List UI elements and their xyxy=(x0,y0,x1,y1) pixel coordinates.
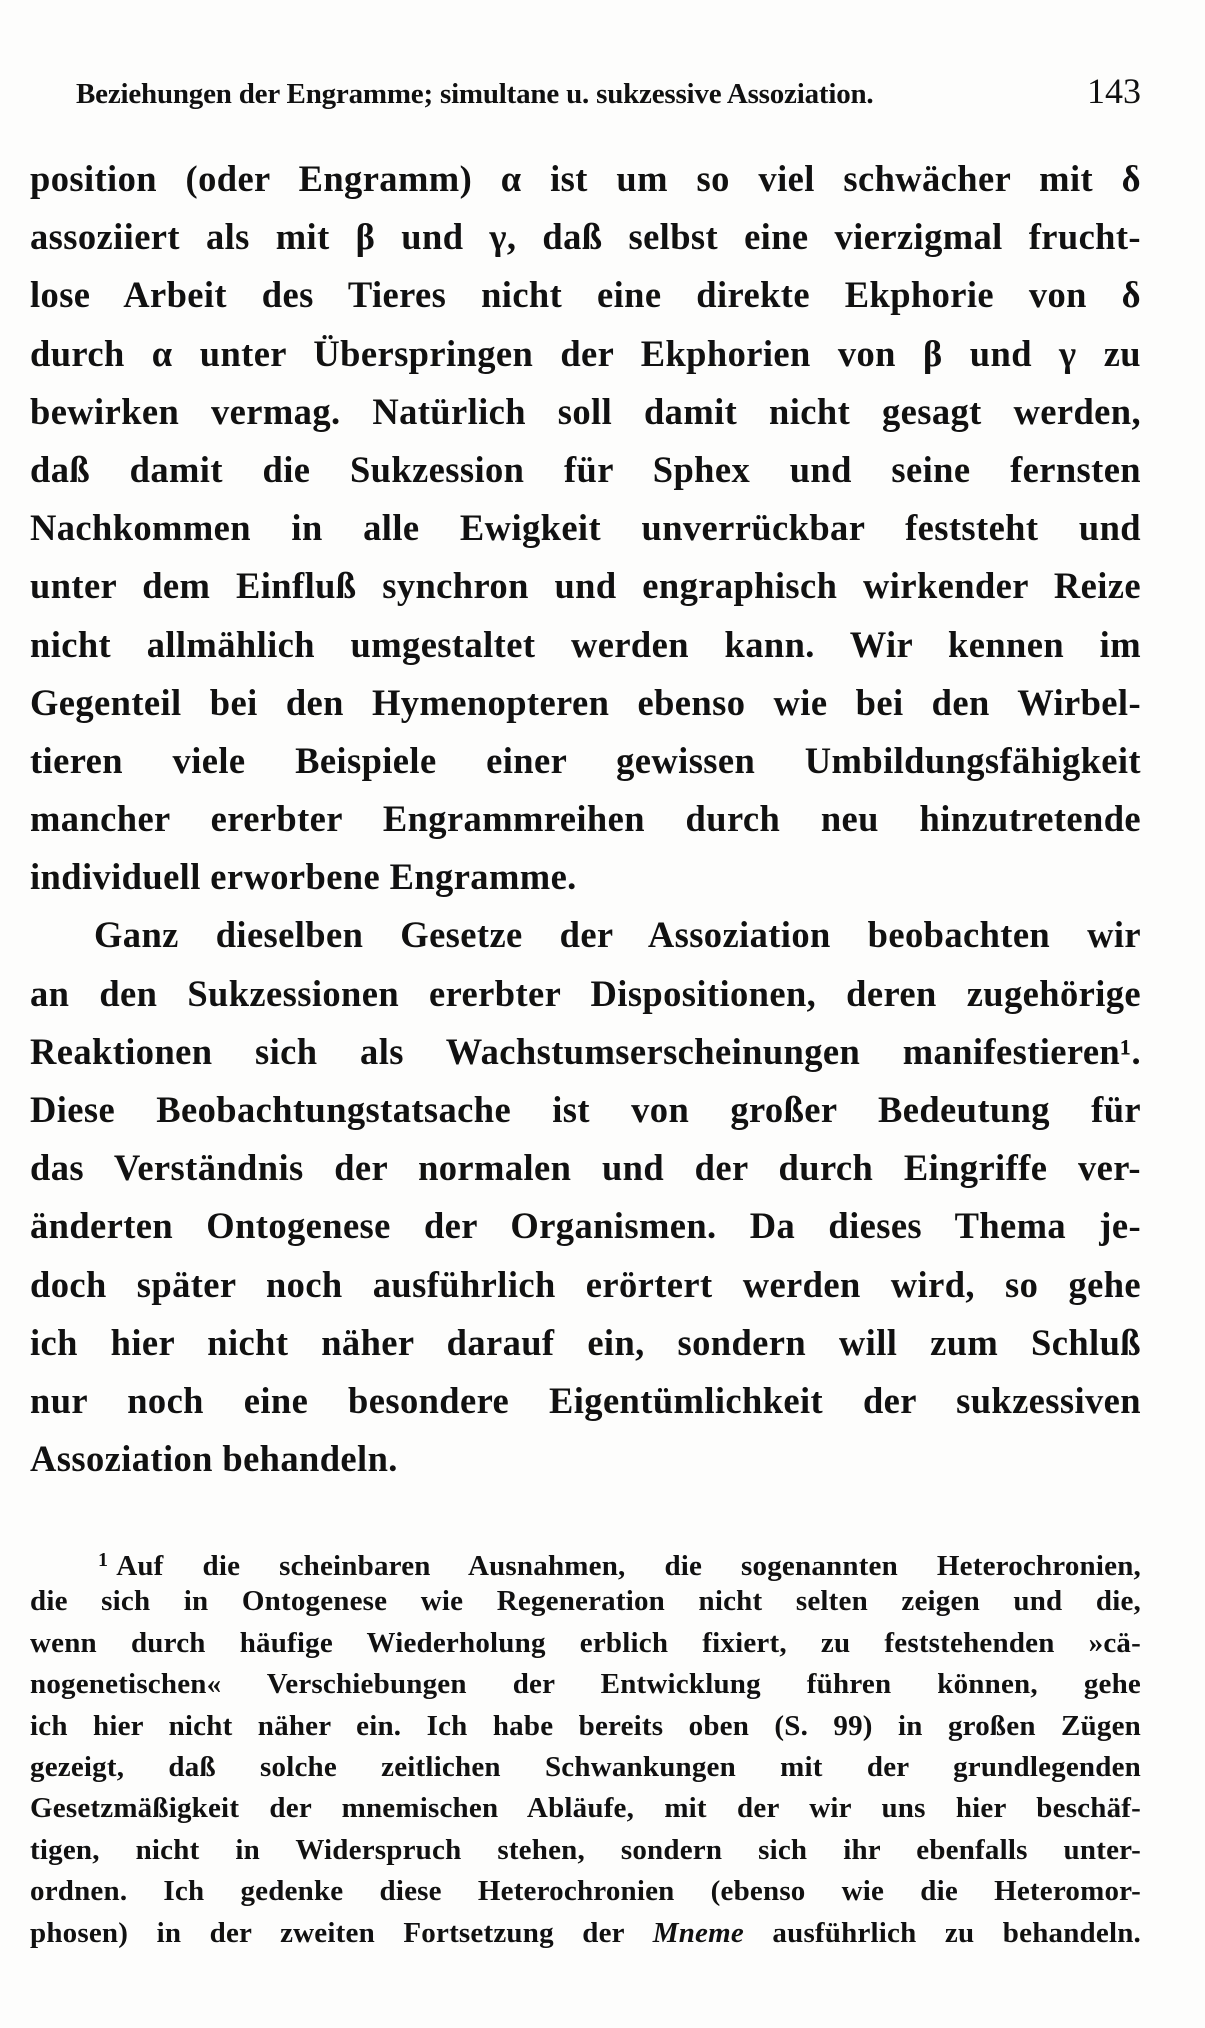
body-line: das Verständnis der normalen und der durch Eingriffe ver- xyxy=(30,1147,1141,1189)
footnote-text: phosen) in der zweiten Fortsetzung der xyxy=(30,1916,653,1949)
body-line: Diese Beobachtungstatsache ist von großer Bedeutung für xyxy=(30,1089,1141,1130)
footnote-line: tigen, nicht in Widerspruch stehen, sondern sich ihr ebenfalls unter- xyxy=(30,1833,1141,1866)
body-line: nur noch eine besondere Eigentümlichkeit der sukzessiven xyxy=(30,1379,1141,1421)
footnote-line: nogenetischen« Verschiebungen der Entwicklung führen können, gehe xyxy=(30,1668,1141,1701)
body-line: unter dem Einfluß synchron und engraphisch wirkender Reize xyxy=(30,565,1141,607)
footnote-line: wenn durch häufige Wiederholung erblich fixiert, zu feststehenden »cä- xyxy=(30,1626,1141,1659)
footnote-line: ich hier nicht näher ein. Ich habe bereits oben (S. 99) in großen Zügen xyxy=(30,1709,1141,1742)
running-head xyxy=(76,70,1141,114)
body-line: änderten Ontogenese der Organismen. Da dieses Thema je- xyxy=(30,1205,1141,1247)
body-line: Nachkommen in alle Ewigkeit unverrückbar feststeht und xyxy=(30,507,1141,549)
footnote-text: ausführlich zu behandeln. xyxy=(743,1916,1141,1949)
body-line: an den Sukzessionen ererbter Dispositionen, deren zugehörige xyxy=(30,972,1141,1014)
body-line: tieren viele Beispiele einer gewissen Umbildungsfähigkeit xyxy=(30,739,1141,781)
footnote-line: ordnen. Ich gedenke diese Heterochronien (ebenso wie die Heteromor- xyxy=(30,1875,1141,1908)
footnote-line xyxy=(30,1540,1141,1581)
footnote-marker: 1 xyxy=(98,1549,109,1571)
footnote-line: die sich in Ontogenese wie Regeneration nicht selten zeigen und die, xyxy=(30,1585,1141,1618)
footnote xyxy=(30,1540,1141,1954)
body-line: position (oder Engramm) α ist um so viel schwächer mit δ xyxy=(30,158,1141,199)
page-number: 143 xyxy=(1087,71,1141,111)
body-line: Gegenteil bei den Hymenopteren ebenso wie bei den Wirbel- xyxy=(30,681,1141,723)
book-title-mneme: Mneme xyxy=(652,1916,744,1949)
footnote-line: Gesetzmäßigkeit der mnemischen Abläufe, mit der wir uns hier beschäf- xyxy=(30,1792,1141,1825)
body-line: mancher ererbter Engrammreihen durch neu hinzutretende xyxy=(30,798,1141,840)
body-line: individuell erworbene Engramme. xyxy=(30,856,577,898)
body-line: durch α unter Überspringen der Ekphorien von β und γ zu xyxy=(30,332,1141,374)
running-title: Beziehungen der Engramme; simultane u. sukzessive Assoziation. xyxy=(76,78,874,110)
body-line: daß damit die Sukzession für Sphex und seine fernsten xyxy=(30,448,1141,490)
body-line: nicht allmählich umgestaltet werden kann. Wir kennen im xyxy=(30,623,1141,665)
footnote-line-text: Auf die scheinbaren Ausnahmen, die sogenannten Heterochronien, xyxy=(116,1550,1141,1582)
body-line: Reaktionen sich als Wachstumserscheinungen manifestieren¹. xyxy=(30,1030,1141,1072)
body-line: bewirken vermag. Natürlich soll damit nicht gesagt werden, xyxy=(30,390,1141,432)
footnote-line xyxy=(30,1913,1141,1954)
footnote-line: gezeigt, daß solche zeitlichen Schwankungen mit der grundlegenden xyxy=(30,1750,1141,1783)
body-line: Ganz dieselben Gesetze der Assoziation beobachten wir xyxy=(94,914,1141,956)
body-line: assoziiert als mit β und γ, daß selbst eine vierzigmal frucht- xyxy=(30,216,1141,258)
body-line: Assoziation behandeln. xyxy=(30,1438,398,1480)
body-line: doch später noch ausführlich erörtert werden wird, so gehe xyxy=(30,1263,1141,1305)
body-text xyxy=(30,150,1141,1488)
body-line: ich hier nicht näher darauf ein, sondern will zum Schluß xyxy=(30,1321,1141,1363)
body-line: lose Arbeit des Tieres nicht eine direkte Ekphorie von δ xyxy=(30,274,1141,316)
